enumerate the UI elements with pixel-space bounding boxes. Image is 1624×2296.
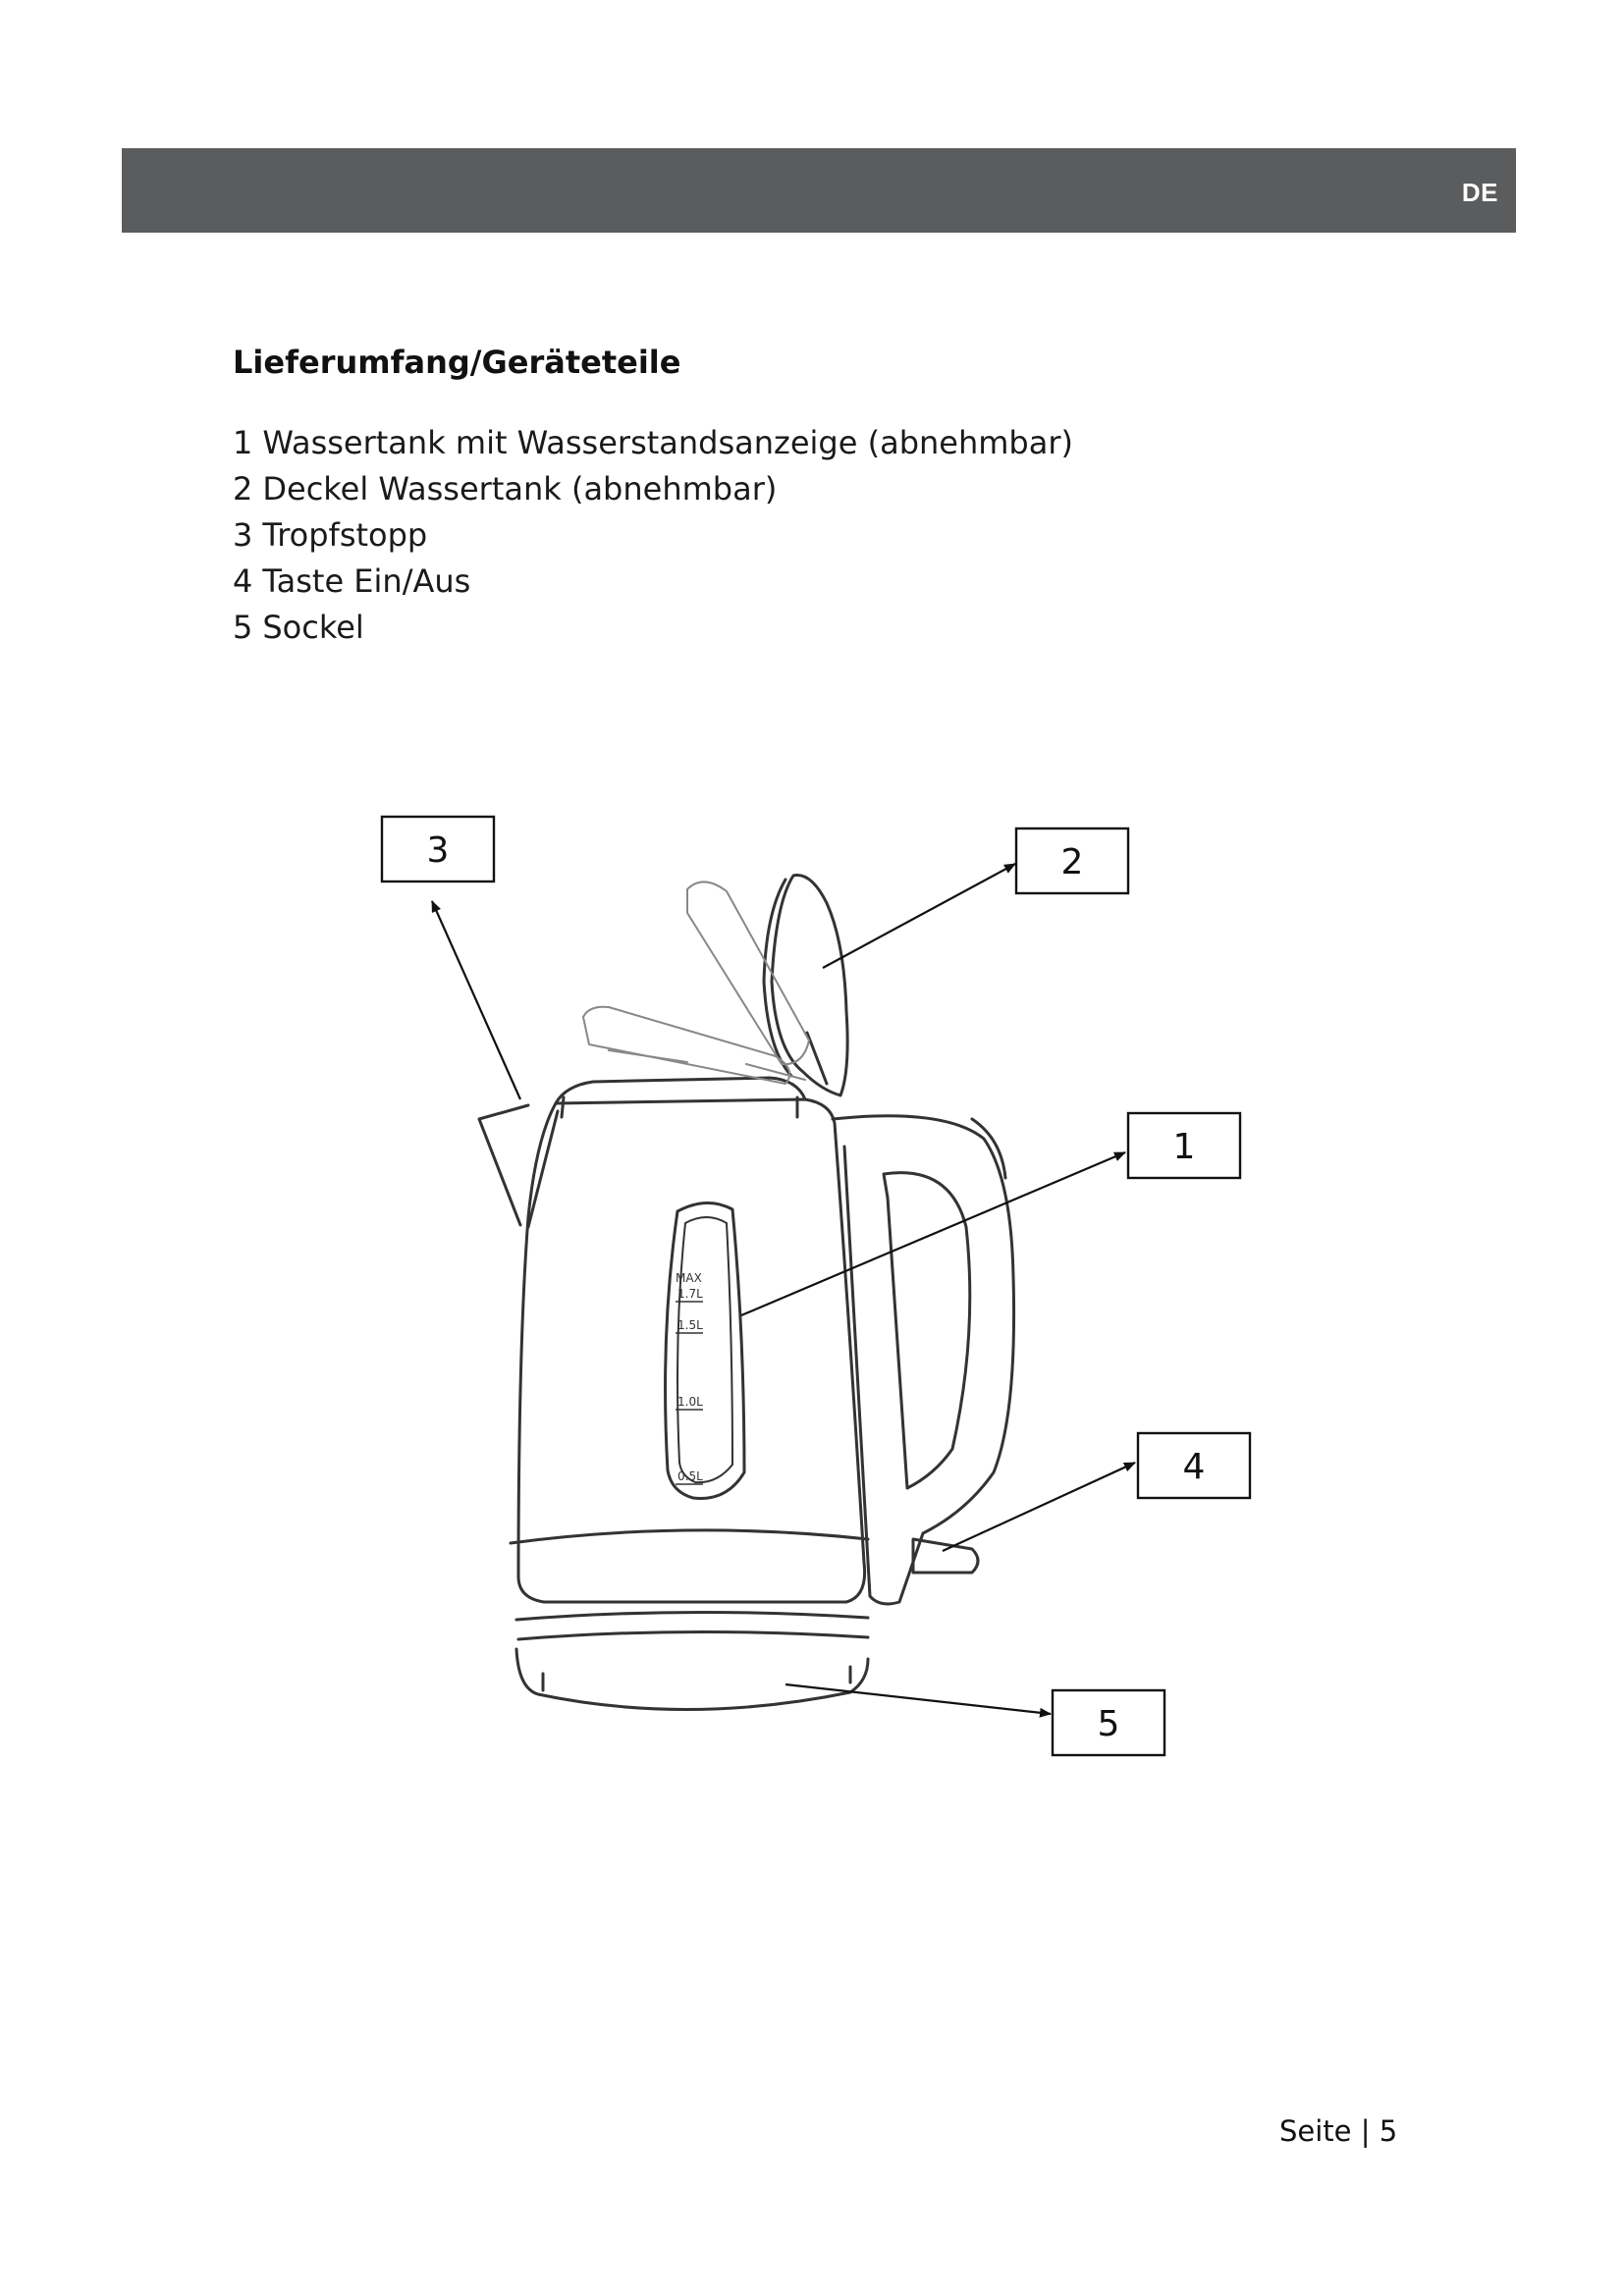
spout — [479, 1105, 528, 1225]
callout-number: 3 — [426, 830, 450, 871]
kettle-body — [518, 1099, 865, 1602]
base-band — [511, 1530, 868, 1543]
base — [516, 1649, 868, 1710]
parts-list-item: 4 Taste Ein/Aus — [233, 562, 471, 600]
section-title: Lieferumfang/Geräteteile — [233, 344, 681, 381]
leader-line-3 — [432, 901, 520, 1099]
callout-number: 5 — [1097, 1704, 1120, 1744]
callout-2 — [1016, 828, 1128, 893]
lid-ghost — [687, 881, 809, 1064]
leader-line-1 — [741, 1152, 1125, 1315]
lid-ghost — [583, 1007, 789, 1084]
parts-list-item: 5 Sockel — [233, 609, 364, 646]
callout-number: 1 — [1172, 1127, 1196, 1167]
callout-1 — [1128, 1113, 1240, 1178]
parts-list-item: 1 Wassertank mit Wasserstandsanzeige (abnehmbar) — [233, 424, 1073, 461]
scale-mark: MAX — [676, 1271, 702, 1285]
parts-list-item: 2 Deckel Wassertank (abnehmbar) — [233, 470, 778, 507]
scale-mark: 1.7L — [677, 1287, 703, 1301]
page-number: 5 — [1379, 2114, 1398, 2148]
callout-5 — [1053, 1690, 1164, 1755]
kettle-illustration — [479, 876, 1014, 1710]
leader-line-4 — [943, 1463, 1135, 1551]
parts-list-item: 3 Tropfstopp — [233, 516, 428, 554]
callout-number: 4 — [1182, 1447, 1206, 1487]
callout-4 — [1138, 1433, 1250, 1498]
scale-mark: 1.0L — [677, 1395, 703, 1409]
scale-mark: 1.5L — [677, 1318, 703, 1332]
page-separator: | — [1360, 2114, 1371, 2148]
scale-mark: 0.5L — [677, 1469, 703, 1483]
leader-lines — [432, 864, 1135, 1714]
on-off-switch — [913, 1539, 978, 1573]
callout-number: 2 — [1060, 842, 1084, 882]
page-label: Seite — [1279, 2114, 1352, 2148]
leader-line-5 — [785, 1684, 1051, 1714]
page-footer — [1279, 2114, 1397, 2148]
language-code: DE — [1461, 178, 1498, 207]
leader-line-2 — [823, 864, 1015, 968]
callout-3 — [382, 817, 494, 881]
